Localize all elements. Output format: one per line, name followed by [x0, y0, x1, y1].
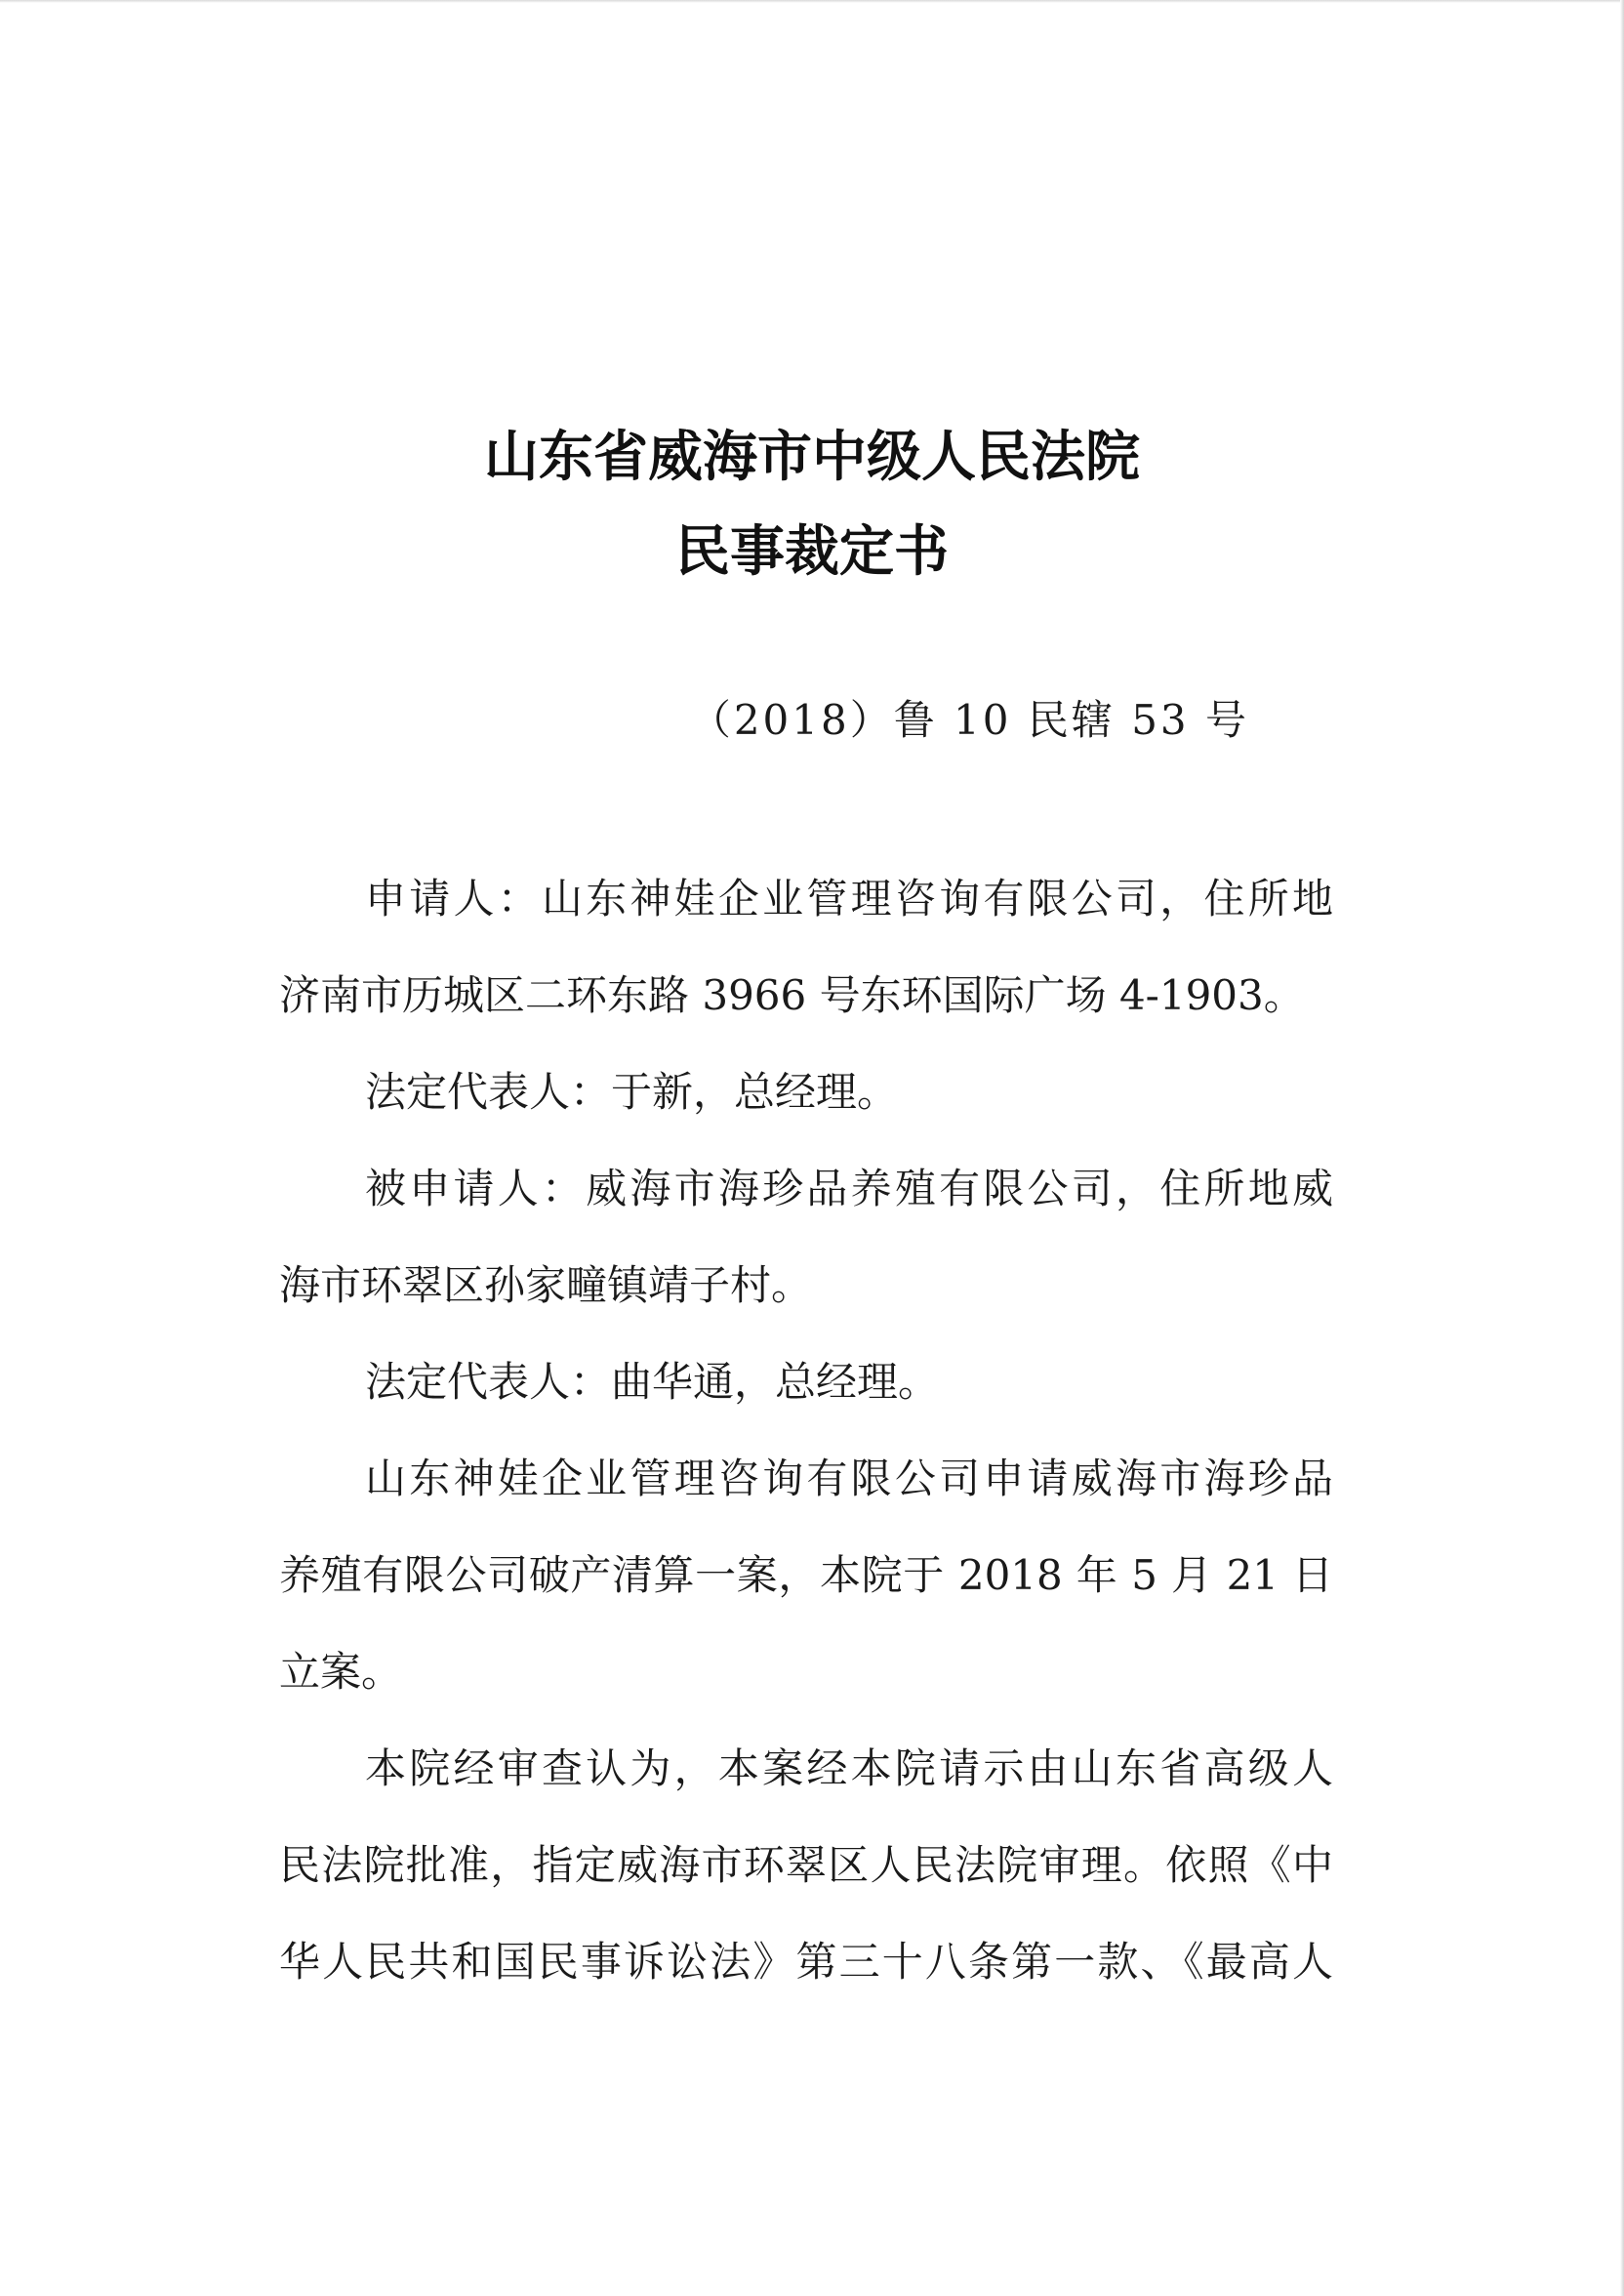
body-line-review: 本院经审查认为，本案经本院请示由山东省高级人	[365, 1744, 1333, 1792]
body-line-case-filed: 立案。	[279, 1648, 403, 1696]
document-type-heading: 民事裁定书	[675, 519, 949, 584]
body-line-applicant-address: 济南市历城区二环东路 3966 号东环国际广场 4-1903。	[279, 971, 1305, 1019]
body-line-case-filing: 养殖有限公司破产清算一案，本院于 2018 年 5 月 21 日	[279, 1551, 1333, 1599]
body-line-case-intro: 山东神娃企业管理咨询有限公司申请威海市海珍品	[365, 1455, 1333, 1502]
case-number: （2018）鲁 10 民辖 53 号	[689, 696, 1249, 744]
scan-edge-top	[0, 0, 1624, 3]
body-line-respondent: 被申请人：威海市海珍品养殖有限公司，住所地威	[365, 1165, 1333, 1212]
scan-edge-right	[1620, 0, 1624, 2296]
court-name-heading: 山东省威海市中级人民法院	[484, 425, 1140, 489]
body-line-review-approval: 民法院批准，指定威海市环翠区人民法院审理。依照《中	[279, 1841, 1333, 1889]
body-line-respondent-representative: 法定代表人：曲华通，总经理。	[365, 1358, 940, 1406]
body-line-legal-basis: 华人民共和国民事诉讼法》第三十八条第一款、《最高人	[279, 1938, 1333, 1986]
body-line-applicant-representative: 法定代表人：于新，总经理。	[365, 1068, 899, 1116]
body-line-applicant: 申请人：山东神娃企业管理咨询有限公司，住所地	[365, 875, 1333, 922]
body-line-respondent-address: 海市环翠区孙家疃镇靖子村。	[279, 1261, 813, 1309]
